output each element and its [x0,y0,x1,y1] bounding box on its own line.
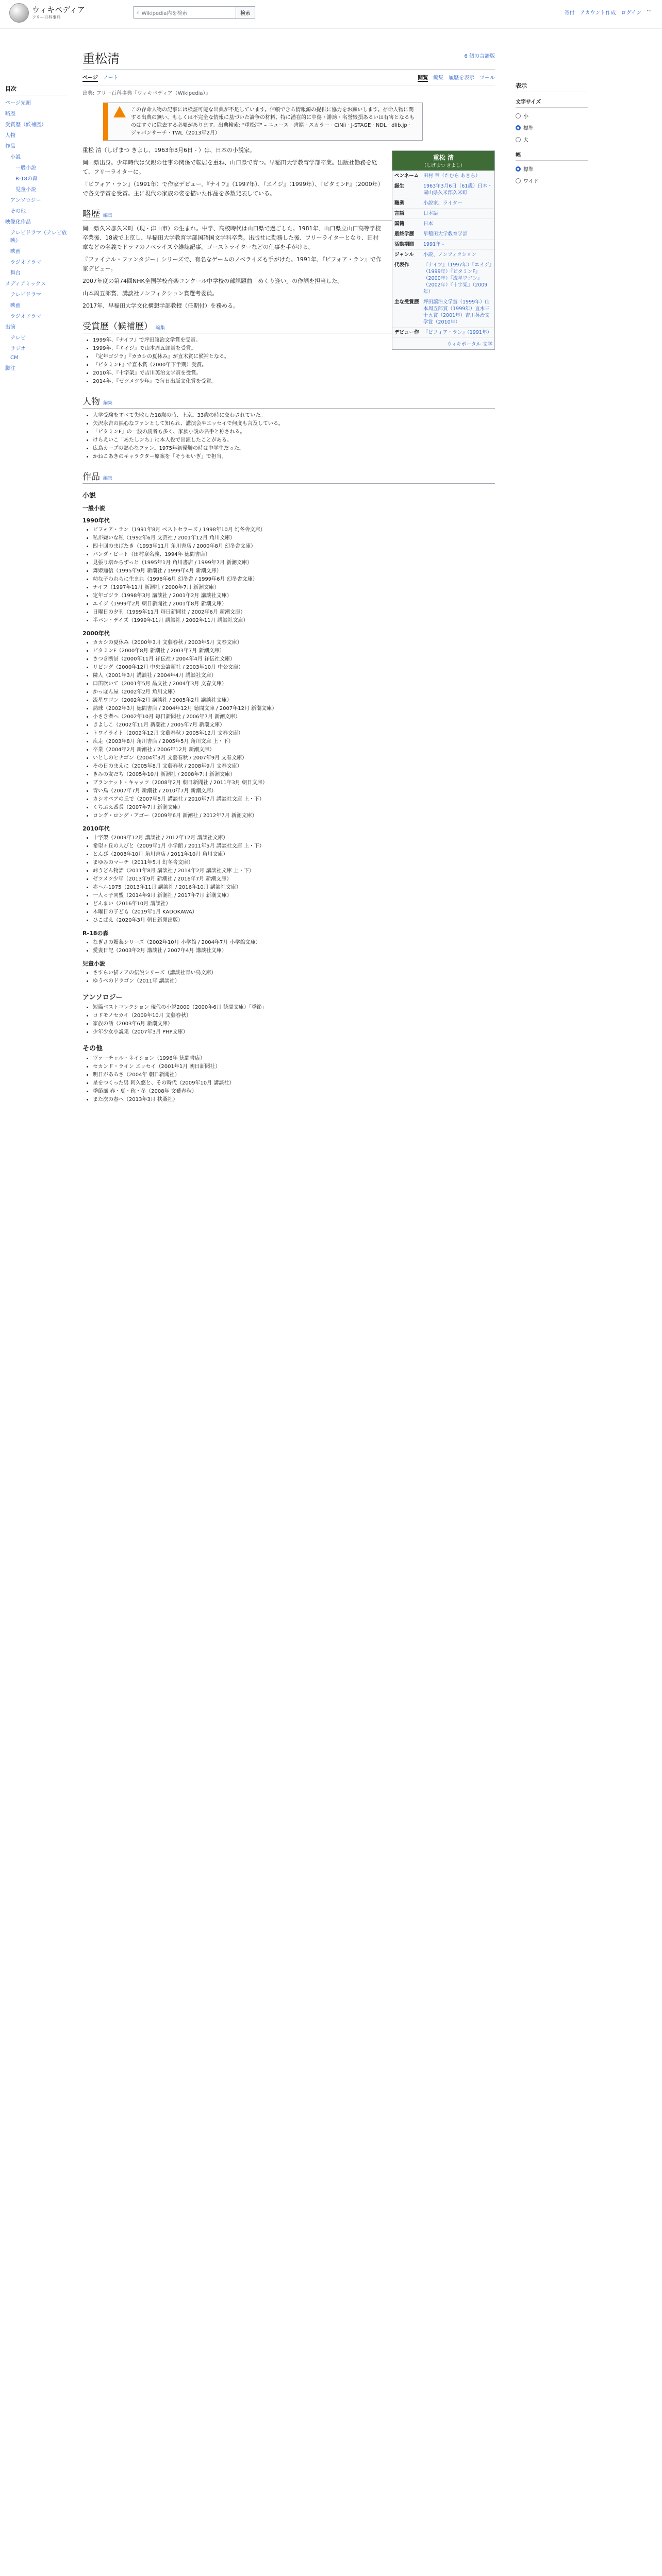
paragraph: 2017年、早稲田大学文化構想学部教授（任期付）を務める。 [82,302,239,309]
tab-history[interactable]: 履歴を表示 [449,75,475,81]
toc-item[interactable]: 人物 [5,133,15,139]
list-item: • 愛妻日記（2003年2月 講談社 / 2007年4月 講談社文庫） [93,947,495,955]
works-2000s-list [82,639,495,820]
toc-item[interactable]: 作品 [5,144,15,149]
toc-heading: 目次 [5,82,67,95]
top-bar [0,0,662,29]
list-item: • 舞姫通信（1995年9月 新潮社 / 1999年4月 新潮文庫） [93,567,495,575]
list-item: • 2014年、『ゼツメツ少年』で毎日出版文化賞を受賞。 [93,378,495,386]
infobox-value: 坪田譲治文学賞（1999年）山本周五郎賞（1999年）直木三十五賞（2001年）吉川英治文学賞（2010年） [423,299,490,325]
list-item: • きよしこ（2002年11月 新潮社 / 2005年7月 新潮文庫） [93,721,495,730]
list-item: • きみの友だち（2005年10月 新潮社 / 2008年7月 新潮文庫） [93,771,495,779]
page-title: 重松清 [82,31,495,70]
text-size-small[interactable]: 小 [516,110,588,122]
logo-title: ウィキペディア [32,5,85,14]
list-item: • ひこばえ（2020年3月 朝日新聞出版） [93,917,495,925]
list-item: • くちぶえ番長（2007年7月 新潮文庫） [93,804,495,812]
paragraph: 重松 清（しげまつ きよし、1963年3月6日 - ）は、日本の小説家。 [82,147,255,154]
list-item: • ナイフ（1997年11月 新潮社 / 2000年7月 新潮文庫） [93,584,495,592]
list-item: • とんび（2008年10月 角川書店 / 2011年10月 角川文庫） [93,851,495,859]
list-item: • 峠うどん物語（2011年8月 講談社 / 2014年2月 講談社文庫 上・下） [93,867,495,875]
infobox-row [392,198,494,208]
list-item: • 2010年、『十字架』で吉川英治文学賞を受賞。 [93,369,495,378]
list-item: • さつき断景（2000年11月 祥伝社 / 2004年4月 祥伝社文庫） [93,655,495,664]
more-menu-icon[interactable]: ⋯ [647,8,652,14]
list-item: • トワイライト（2002年12月 文藝春秋 / 2005年12月 文春文庫） [93,730,495,738]
list-item: • ゼツメツ少年（2013年9月 新潮社 / 2016年7月 新潮文庫） [93,875,495,884]
infobox [392,150,495,350]
toc-item[interactable]: 映像化作品 [5,219,31,225]
search-button[interactable]: 検索 [236,6,255,19]
paragraph: 『ファイナル・ファンタジー』シリーズで、有名なゲームのノベライズも手がけた。1991年、『ビフォア・ラン』で作家デビュー。 [82,256,382,272]
infobox-key: 主な受賞歴 [394,299,419,305]
list-item: • いとしのヒナゴン（2004年3月 文藝春秋 / 2007年9月 文春文庫） [93,754,495,762]
site-logo[interactable] [9,3,85,23]
wikipedia-globe-icon [9,3,29,23]
list-item: • リビング（2000年12月 中央公論新社 / 2003年10月 中公文庫） [93,664,495,672]
infobox-value: 『ナイフ』（1997年）『エイジ』（1999年）『ビタミンF』（2000年）『流星ワゴン』（2002年）『十字架』（2009年） [423,262,492,295]
infobox-row [392,327,494,337]
list-item: • 星をつくった男 阿久悠と、その時代（2009年10月 講談社） [93,1079,495,1088]
text-size-large[interactable]: 大 [516,133,588,145]
works-r18-list [82,939,495,955]
infobox-rows [392,171,494,337]
tab-page[interactable]: ページ [82,73,98,82]
infobox-key: 誕生 [394,183,405,189]
list-item: • 見張り塔からずっと（1995年1月 角川書店 / 1999年7月 新潮文庫） [93,559,495,567]
infobox-row [392,229,494,239]
user-menu [565,8,652,16]
list-item: • 四十回のまばたき（1993年11月 角川書店 / 2000年8月 幻冬舎文庫） [93,543,495,551]
edit-link[interactable]: 編集 [103,476,113,481]
warning-icon [113,106,126,117]
section-awards: 受賞歴（候補歴） 編集 [82,319,495,333]
person-list [82,412,495,461]
toc-item[interactable]: テレビ [10,335,26,341]
edit-link[interactable]: 編集 [156,326,166,331]
paragraph: 山本周五郎賞、講談社ノンフィクション賞選考委員。 [82,290,218,297]
infobox-value: 1991年 - [423,242,444,247]
infobox-value: 小説家、ライター [423,200,462,206]
infobox-row [392,218,494,229]
toc-item[interactable]: ラジオ [10,346,26,352]
infobox-portal-link[interactable]: ウィキポータル 文学 [392,337,494,349]
list-item: • セカンド・ライン エッセイ（2001年1月 朝日新聞社） [93,1063,495,1071]
list-item: • まゆみのマーチ（2011年5月 幻冬舎文庫） [93,859,495,867]
infobox-value: 小説、ノンフィクション [423,252,477,258]
list-item: • 口笛吹いて（2001年5月 晶文社 / 2004年3月 文春文庫） [93,680,495,688]
infobox-key: 最終学歴 [394,231,415,237]
list-item: • さすらい猫ノアの伝説シリーズ（講談社青い鳥文庫） [93,969,495,977]
appearance-panel [516,76,588,187]
tab-talk[interactable]: ノート [103,75,119,81]
infobox-header: 重松 清 （しげまつ きよし） [392,151,494,171]
tab-edit[interactable]: 編集 [433,75,444,81]
edit-link[interactable]: 編集 [103,213,113,218]
list-item: • エイジ（1999年2月 朝日新聞社 / 2001年8月 新潮文庫） [93,600,495,608]
toc-item[interactable]: ラジオドラマ [10,314,41,319]
list-item: • ヴァーチャル・ネイション（1996年 徳間書店） [93,1055,495,1063]
language-button[interactable]: 6 個の言語版 [464,54,495,59]
infobox-row [392,181,494,198]
toc-item[interactable]: その他 [10,209,26,214]
list-item: • 矢沢永吉の熱心なファンとして知られ、講演会やエッセイで何度も言及している。 [93,420,495,428]
list-item: • 熱球（2002年3月 徳間書店 / 2004年12月 徳間文庫 / 2007年12月 新潮文庫） [93,705,495,713]
toc-item[interactable]: テレビドラマ [10,292,41,298]
list-item: • なぎさの媚薬シリーズ（2002年10月 小学館 / 2004年7月 小学館文庫） [93,939,495,947]
list-item: • 隣人（2001年3月 講談社 / 2004年4月 講談社文庫） [93,672,495,680]
list-item: • 短篇ベストコレクション 現代の小説2000（2000年6月 徳間文庫）「季節」 [93,1004,495,1012]
toc-item[interactable]: テレビドラマ（テレビ放映） [10,230,67,244]
paragraph: 『ビフォア・ラン』（1991年）で作家デビュー。『ナイフ』（1997年）、『エイジ』（1999年）、『ビタミンF』（2000年）で各文学賞を受賞。主に現代の家族の姿を描いた作品を多数発表している。 [82,181,381,197]
article [82,31,495,1104]
infobox-row [392,171,494,181]
toc-item[interactable]: 児童小説 [15,187,36,193]
list-item: • 青い鳥（2007年7月 新潮社 / 2010年7月 新潮文庫） [93,787,495,795]
list-item: • 木曜日の子ども（2019年1月 KADOKAWA） [93,908,495,917]
infobox-key: 言語 [394,211,405,216]
heading-novels: 小説 [82,492,96,500]
width-wide[interactable]: ワイド [516,175,588,187]
width-standard[interactable]: 標準 [516,163,588,175]
toc-item[interactable]: 脚注 [5,366,15,371]
list-item: • 流星ワゴン（2002年2月 講談社 / 2005年2月 講談社文庫） [93,697,495,705]
infobox-value: 日本語 [423,211,438,216]
list-item: • 半パン・デイズ（1999年11月 講談社 / 2002年11月 講談社文庫） [93,617,495,625]
list-item: • カシオペアの丘で（2007年5月 講談社 / 2010年7月 講談社文庫 上・下） [93,795,495,804]
list-item: • 日曜日の夕刊（1999年11月 毎日新聞社 / 2002年6月 新潮文庫） [93,608,495,617]
list-item: • 大学受験をすべて失敗した18歳の時、上京。33歳の時に交わされていた。 [93,412,495,420]
toc-item[interactable]: 受賞歴（候補歴） [5,122,46,128]
donate-link[interactable]: 寄付 [564,10,575,16]
list-item: • 疾走（2003年8月 角川書店 / 2005年5月 角川文庫 上・下） [93,738,495,746]
works-2010s-list [82,834,495,925]
infobox-key: ジャンル [394,252,414,258]
toc-list [5,97,67,373]
infobox-value: 田村 章（たむら あきら） [423,173,481,179]
text-size-standard[interactable]: 標準 [516,122,588,133]
list-item: • ゆうべのドラゴン（2011年 講談社） [93,977,495,986]
list-item: • 一人っ子同盟（2014年9月 新潮社 / 2017年7月 新潮文庫） [93,892,495,900]
tab-read[interactable]: 閲覧 [418,73,428,82]
paragraph: 岡山県久米郡久米町（現・津山市）の生まれ。中学、高校時代は山口県で過ごした。1981年、山口県立山口高等学校卒業後、18歳で上京し、早稲田大学教育学部国語国文学科卒業。出版社に勤務した後、フリーライターとなり、田村章などの名義でドラマのノベライズや雑誌記事、ゴーストライターなどの仕事を手がける。 [82,225,381,250]
infobox-key: 職業 [394,200,405,206]
infobox-value: 早稲田大学教育学部 [423,231,468,237]
list-item: • 定年ゴジラ（1998年3月 講談社 / 2001年2月 講談社文庫） [93,592,495,600]
list-item: • また次の春へ（2013年3月 扶桑社） [93,1096,495,1104]
list-item: • どんまい（2016年10月 講談社） [93,900,495,908]
infobox-value: 『ビフォア・ラン』（1991年） [423,330,492,335]
heading-general-novels: 一般小説 [82,505,105,512]
infobox-row [392,260,494,297]
infobox-value: 日本 [423,221,434,227]
works-1990s-list [82,526,495,625]
infobox-key: 国籍 [394,221,405,227]
list-item: • 1999年、『エイジ』で山本周五郎賞を受賞。 [93,345,495,353]
infobox-key: 活動期間 [394,242,415,247]
heading-r18: R-18の森 [82,930,109,937]
section-person: 人物 編集 [82,394,495,409]
list-item: • 『定年ゴジラ』『カカシの夏休み』が直木賞に候補となる。 [93,353,495,361]
appearance-heading: 表示 [516,79,588,92]
heading-1990s: 1990年代 [82,517,110,524]
list-item: • ビフォア・ラン（1991年8月 ベストセラーズ / 1998年10月 幻冬舎文庫） [93,526,495,534]
list-item: • 広島カープの熱心なファン。1975年初優勝の時は中学生だった。 [93,445,495,453]
toc-item[interactable]: 小説 [10,155,21,160]
list-item: • 1999年、『ナイフ』で坪田譲治文学賞を受賞。 [93,336,495,345]
infobox-key: 代表作 [394,262,409,268]
list-item: • コドモノセカイ（2009年10月 文藝春秋） [93,1012,495,1020]
list-item: • 『ビタミンF』で直木賞（2000年下半期）受賞。 [93,361,495,369]
width-heading: 幅 [516,148,588,161]
edit-link[interactable]: 編集 [103,401,113,406]
heading-2010s: 2010年代 [82,825,110,832]
works-other-list [82,1055,495,1104]
table-of-contents [0,82,67,373]
notice-text: この存命人物の記事には検証可能な出典が不足しています。信頼できる情報源の提供に協力をお願いします。存命人物に関する出典の無い、もしくは不完全な情報に基づいた論争の材料、特に潜在的に中傷・誹謗・名誉毀損あるいは有害となるものはすぐに除去する必要があります。出典検索: "重松清" – ニュース · 書籍 · スカラー · CiNii · J-STAGE · NDL · dlib.jp · ジャパンサーチ · TWL（2013年2月） [131,107,415,136]
list-item: • 卒業（2004年2月 新潮社 / 2006年12月 新潮文庫） [93,746,495,754]
create-account-link[interactable]: アカウント作成 [580,10,616,16]
toc-item[interactable]: アンソロジー [10,198,41,204]
infobox-key: ペンネーム [394,173,419,179]
toc-item[interactable]: 一般小説 [15,165,36,171]
paragraph: 2007年度の第74回NHK全国学校音楽コンクール中学校の部課題曲「めくり逢い」の作詞を担当した。 [82,278,343,284]
infobox-value: 1963年3月6日（61歳）日本・岡山県久米郡久米町 [423,183,492,196]
list-item: • ブランケット・キャッツ（2008年2月 朝日新聞社 / 2011年3月 朝日文庫） [93,779,495,787]
source-note: 出典: フリー百科事典『ウィキペディア（Wikipedia）』 [82,91,211,96]
infobox-row [392,208,494,218]
list-item: • 少年少女小説集（2007年3月 PHP文庫） [93,1028,495,1037]
heading-anthology: アンソロジー [82,994,123,1002]
list-item: • 小さき者へ（2002年10月 毎日新聞社 / 2006年7月 新潮文庫） [93,713,495,721]
list-item: • 希望ヶ丘の人びと（2009年1月 小学館 / 2011年5月 講談社文庫 上・下） [93,842,495,851]
list-item: • 「ビタミンF」の一般の読者も多く、家族小説の名手と称される。 [93,428,495,436]
heading-other: その他 [82,1045,103,1053]
list-item: • 私が嫌いな私（1992年6月 文芸社 / 2001年12月 角川文庫） [93,534,495,543]
toc-item[interactable]: R-18の森 [15,176,38,182]
search-input[interactable]: ⌕ Wikipedia内を検索 [133,6,236,19]
search-icon: ⌕ [137,9,140,15]
toc-item[interactable]: 舞台 [10,270,21,276]
toc-item[interactable]: ラジオドラマ [10,260,41,265]
infobox-row [392,297,494,327]
list-item: • けらえいこ「あたしンち」に本人役で出演したことがある。 [93,436,495,445]
toc-item[interactable]: 映画 [10,249,21,255]
list-item: • かねこあきのキャラクター原案を「そうせいぎ」で担当。 [93,453,495,461]
infobox-row [392,249,494,260]
toc-item[interactable]: 映画 [10,303,21,309]
logo-subtitle: フリー百科事典 [32,15,61,20]
page-tabs [82,70,495,86]
works-children-list [82,969,495,986]
works-anthology-list [82,1004,495,1037]
tab-tools[interactable]: ツール [479,75,495,81]
search-form [133,6,255,19]
list-item: • ビタミンF（2000年8月 新潮社 / 2003年7月 新潮文庫） [93,647,495,655]
toc-item[interactable]: メディアミックス [5,281,46,287]
list-item: • カカシの夏休み（2000年3月 文藝春秋 / 2003年5月 文春文庫） [93,639,495,647]
infobox-row [392,239,494,249]
list-item: • パンダ・ビート（田村章名義、1994年 徳間書店） [93,551,495,559]
list-item: • その日のまえに（2005年8月 文藝春秋 / 2008年9月 文春文庫） [93,762,495,771]
list-item: • ロング・ロング・アゴー（2009年6月 新潮社 / 2012年7月 新潮文庫） [93,812,495,820]
list-item: • 十字架（2009年12月 講談社 / 2012年12月 講談社文庫） [93,834,495,842]
list-item: • 家族の話（2003年6月 新潮文庫） [93,1020,495,1028]
infobox-key: デビュー作 [394,330,419,335]
maintenance-notice [103,103,423,141]
text-size-heading: 文字サイズ [516,95,588,108]
heading-2000s: 2000年代 [82,630,110,637]
section-biography: 略歴 編集 [82,207,495,221]
list-item: • 幼な子われらに生まれ（1996年6月 幻冬舎 / 1999年6月 幻冬舎文庫） [93,575,495,584]
list-item: • 明日があるさ（2004年 朝日新聞社） [93,1071,495,1079]
toc-item[interactable]: 出演 [5,325,15,330]
toc-item[interactable]: CM [10,355,19,361]
list-item: • かっぽん屋（2002年2月 角川文庫） [93,688,495,697]
list-item: • 季節風 春・夏・秋・冬（2008年 文藝春秋） [93,1088,495,1096]
paragraph: 岡山県出身。少年時代は父親の仕事の関係で転居を重ね、山口県で育つ。早稲田大学教育学部卒業。出版社勤務を経て、フリーライターに。 [82,159,377,175]
login-link[interactable]: ログイン [621,10,641,16]
list-item: • 赤ヘル1975（2013年11月 講談社 / 2016年10月 講談社文庫） [93,884,495,892]
section-works: 作品 編集 [82,469,495,484]
heading-children: 児童小説 [82,960,105,967]
toc-item[interactable]: 略歴 [5,111,15,117]
toc-item[interactable]: ページ先頭 [5,100,31,106]
